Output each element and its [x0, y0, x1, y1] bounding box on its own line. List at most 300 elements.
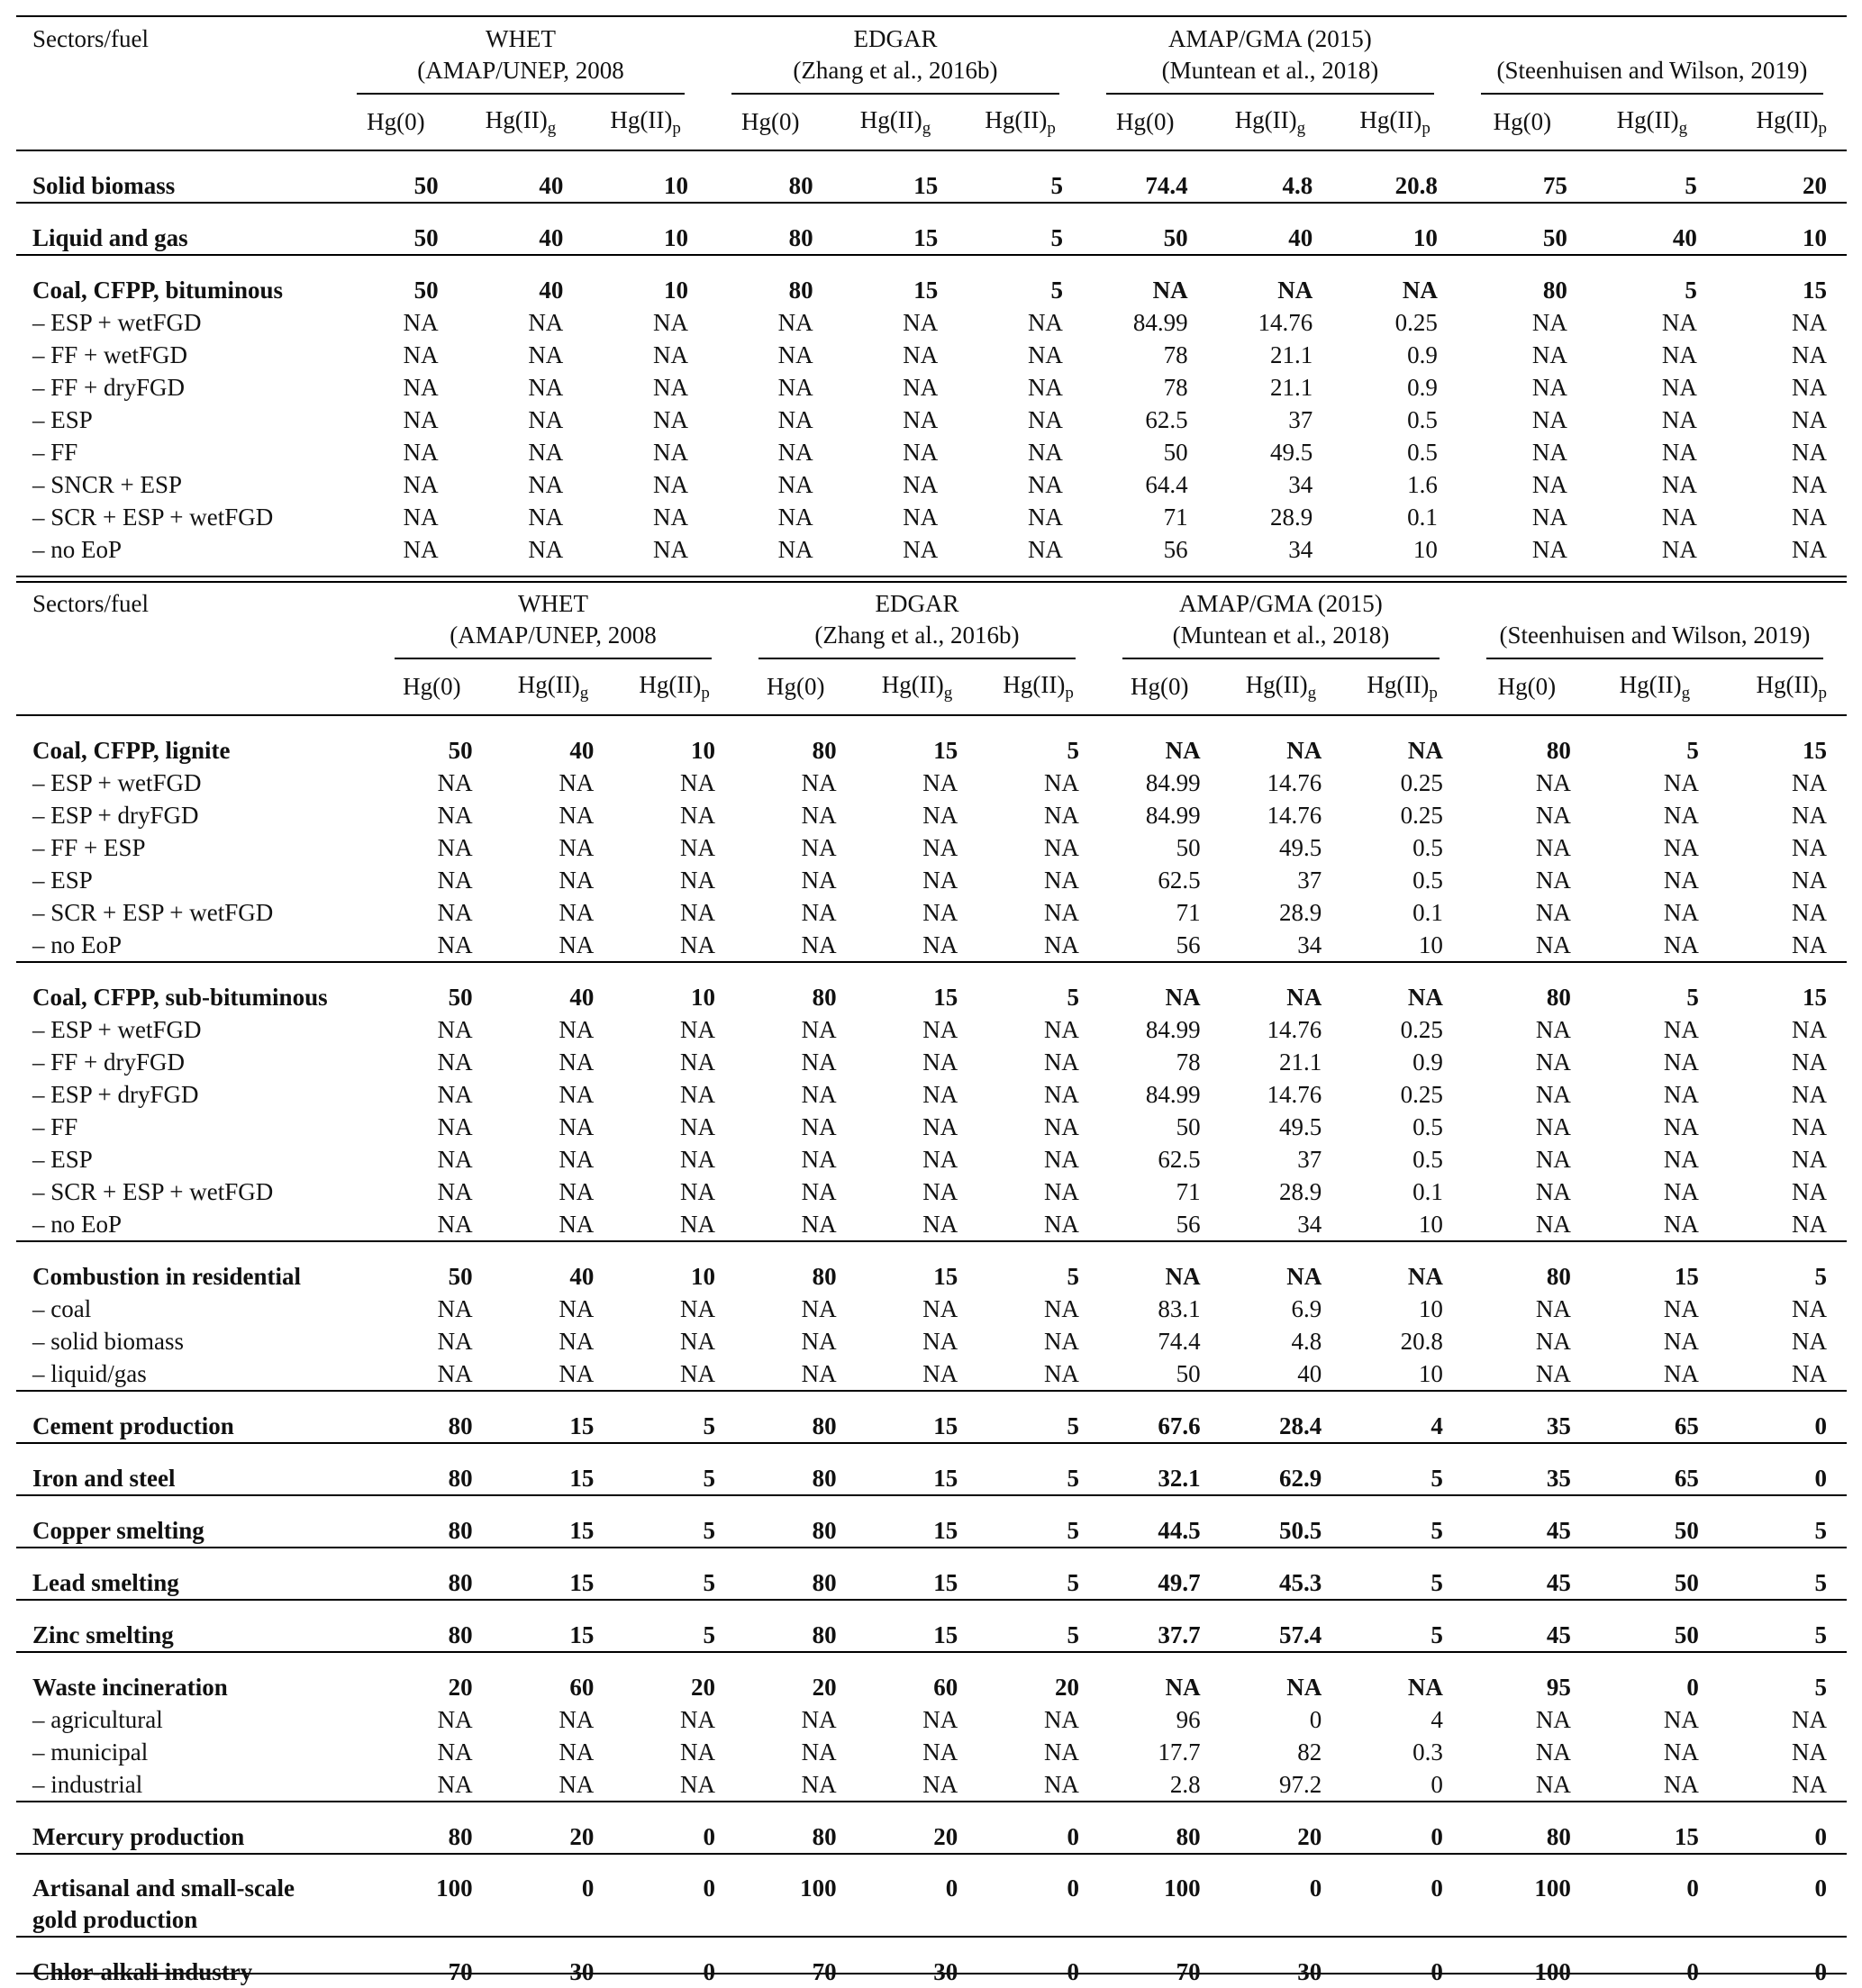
group-name: AMAP/GMA (2015) [1179, 590, 1383, 617]
value-cell: NA [1531, 406, 1567, 433]
row-label-text: – solid biomass [32, 1328, 185, 1355]
value-cell: NA [437, 1771, 473, 1798]
value-cell: 5 [1341, 1600, 1463, 1652]
value-cell: NA [437, 1328, 473, 1355]
value-cell: 0 [977, 1937, 1099, 1988]
species-header [333, 95, 459, 150]
value-cell: NA [903, 471, 939, 498]
value-cell: NA [777, 406, 813, 433]
table-row [16, 715, 1847, 767]
value-cell: 10 [583, 255, 708, 306]
value-cell: 80 [371, 1443, 493, 1495]
value-cell: NA [777, 341, 813, 368]
column-group-header [708, 16, 1083, 95]
value-cell: NA [1792, 504, 1827, 531]
value-cell: NA [903, 341, 939, 368]
column-group-header [1083, 16, 1458, 95]
value-cell: 0 [1431, 1771, 1443, 1798]
value-cell: NA [528, 471, 564, 498]
value-cell: NA [528, 439, 564, 466]
table-row [16, 339, 1847, 371]
value-cell: 2.8 [1169, 1771, 1201, 1798]
value-cell: NA [1043, 769, 1079, 796]
value-cell: NA [1099, 1241, 1221, 1293]
value-cell: 40 [1208, 203, 1333, 255]
value-cell: 40 [459, 203, 584, 255]
value-cell: NA [922, 1771, 958, 1798]
row-label-text: Mercury production [32, 1823, 245, 1850]
value-cell: NA [1663, 834, 1699, 861]
value-cell: NA [801, 802, 837, 829]
value-cell: 0 [1341, 1854, 1463, 1937]
value-cell: 20 [613, 1652, 735, 1703]
value-cell: NA [437, 1738, 473, 1766]
value-cell: 50 [1176, 834, 1201, 861]
value-cell: NA [559, 1081, 595, 1108]
value-cell: 80 [708, 255, 833, 306]
column-group-header [1463, 581, 1847, 659]
value-cell: 100 [1463, 1854, 1591, 1937]
value-cell: NA [1663, 1048, 1699, 1076]
value-cell: NA [1663, 802, 1699, 829]
value-cell: 0 [1221, 1854, 1342, 1937]
species-name: Hg(0) [1493, 108, 1552, 135]
row-label [16, 306, 333, 339]
table-row [16, 468, 1847, 501]
row-label-text: – SCR + ESP + wetFGD [32, 504, 274, 531]
species-name: Hg(0) [1116, 108, 1175, 135]
value-cell: 84.99 [1145, 769, 1201, 796]
value-cell: 78 [1176, 1048, 1201, 1076]
value-cell: 5 [977, 1241, 1099, 1293]
value-cell: 37 [1288, 406, 1313, 433]
value-cell: 15 [1719, 962, 1847, 1013]
value-cell: 0 [977, 1854, 1099, 1937]
value-cell: NA [403, 374, 439, 401]
value-cell: 80 [1458, 255, 1587, 306]
value-cell: NA [679, 1360, 715, 1387]
value-cell: NA [801, 1328, 837, 1355]
value-cell: NA [1535, 867, 1571, 894]
value-cell: NA [1792, 1211, 1827, 1238]
value-cell: NA [1663, 931, 1699, 958]
value-cell: 0.1 [1407, 504, 1438, 531]
species-header [958, 95, 1083, 150]
value-cell: 5 [977, 715, 1099, 767]
value-cell: 35 [1463, 1391, 1591, 1443]
value-cell: 5 [977, 1495, 1099, 1548]
group-source: (AMAP/UNEP, 2008 [395, 620, 712, 659]
value-cell: NA [1027, 536, 1063, 563]
column-group-header [333, 16, 708, 95]
value-cell: 0.5 [1412, 1113, 1443, 1140]
value-cell: NA [777, 504, 813, 531]
value-cell: NA [679, 1295, 715, 1322]
species-name: Hg(II) [859, 105, 922, 133]
value-cell: 0.5 [1407, 406, 1438, 433]
value-cell: 49.5 [1279, 1113, 1322, 1140]
group-name: WHET [486, 25, 556, 52]
value-cell: 49.7 [1099, 1548, 1221, 1600]
value-cell: 37.7 [1099, 1600, 1221, 1652]
value-cell: 5 [1341, 1548, 1463, 1600]
value-cell: NA [679, 1328, 715, 1355]
species-name: Hg(II) [610, 105, 673, 133]
value-cell: NA [528, 536, 564, 563]
row-label-text: Combustion in residential [32, 1263, 302, 1290]
value-cell: NA [1792, 536, 1827, 563]
value-cell: NA [1792, 1146, 1827, 1173]
value-cell: NA [437, 1211, 473, 1238]
emission-speciation-table-part2 [16, 581, 1847, 1988]
value-cell: 5 [977, 962, 1099, 1013]
row-label-text: – coal [32, 1295, 92, 1322]
value-cell: 80 [708, 203, 833, 255]
value-cell: NA [1792, 931, 1827, 958]
value-cell: NA [1792, 341, 1827, 368]
value-cell: 5 [977, 1443, 1099, 1495]
value-cell: NA [652, 439, 688, 466]
species-subscript: g [922, 118, 931, 138]
value-cell: 80 [735, 962, 857, 1013]
table-row [16, 501, 1847, 533]
row-label [16, 1241, 371, 1293]
row-label [16, 1937, 371, 1988]
value-cell: 10 [613, 715, 735, 767]
value-cell: NA [679, 1738, 715, 1766]
row-label-text: – ESP + dryFGD [32, 802, 199, 829]
row-label [16, 1600, 371, 1652]
blank-cell [16, 95, 333, 150]
value-cell: NA [922, 1081, 958, 1108]
value-cell: 45 [1463, 1548, 1591, 1600]
row-label-text: – ESP [32, 867, 93, 894]
value-cell: NA [1663, 899, 1699, 926]
value-cell: 5 [1719, 1495, 1847, 1548]
value-cell: NA [437, 1016, 473, 1043]
species-name: Hg(II) [1245, 670, 1308, 698]
row-label-text: Zinc smelting [32, 1621, 174, 1648]
value-cell: 84.99 [1145, 802, 1201, 829]
value-cell: 34 [1288, 471, 1313, 498]
species-subscript: p [1818, 118, 1827, 138]
value-cell: NA [801, 1146, 837, 1173]
value-cell: 40 [493, 1241, 614, 1293]
value-cell: NA [1663, 1706, 1699, 1733]
value-cell: 10 [613, 962, 735, 1013]
value-cell: 45.3 [1221, 1548, 1342, 1600]
value-cell: 84.99 [1132, 309, 1188, 336]
value-cell: 70 [1099, 1937, 1221, 1988]
value-cell: 21.1 [1270, 374, 1313, 401]
row-label-text: Coal, CFPP, bituminous [32, 277, 284, 304]
value-cell: NA [1661, 374, 1697, 401]
table-row [16, 1208, 1847, 1241]
value-cell: 62.5 [1145, 406, 1188, 433]
species-header [708, 95, 833, 150]
value-cell: NA [679, 1113, 715, 1140]
row-label [16, 1013, 371, 1046]
species-header [459, 95, 584, 150]
value-cell: 84.99 [1145, 1016, 1201, 1043]
value-cell: 80 [371, 1802, 493, 1854]
value-cell: NA [1043, 1113, 1079, 1140]
value-cell: 80 [735, 1548, 857, 1600]
value-cell: NA [922, 1360, 958, 1387]
double-rule-upper [16, 576, 1847, 577]
species-header [583, 95, 708, 150]
table-row [16, 831, 1847, 864]
row-label [16, 1652, 371, 1703]
row-label-text: – ESP + wetFGD [32, 769, 202, 796]
value-cell: 0.5 [1412, 1146, 1443, 1173]
value-cell: 50 [1176, 1113, 1201, 1140]
value-cell: 100 [371, 1854, 493, 1937]
value-cell: NA [1535, 769, 1571, 796]
species-subscript: g [1296, 118, 1306, 138]
value-cell: NA [403, 471, 439, 498]
value-cell: NA [903, 309, 939, 336]
value-cell: NA [1663, 867, 1699, 894]
value-cell: NA [903, 504, 939, 531]
row-label-text: – no EoP [32, 536, 123, 563]
column-group-header [371, 581, 735, 659]
value-cell: 28.4 [1221, 1391, 1342, 1443]
table-row [16, 1443, 1847, 1495]
row-label-text-continued: gold production [32, 1906, 198, 1933]
value-cell: NA [922, 1211, 958, 1238]
row-label-text: – ESP [32, 1146, 93, 1173]
value-cell: 5 [613, 1443, 735, 1495]
value-cell: NA [801, 1016, 837, 1043]
row-label-text: Waste incineration [32, 1674, 228, 1701]
value-cell: 45 [1463, 1495, 1591, 1548]
species-name: Hg(0) [403, 673, 461, 700]
value-cell: 50 [1083, 203, 1208, 255]
value-cell: NA [559, 1738, 595, 1766]
value-cell: 10 [1412, 536, 1438, 563]
value-cell: NA [922, 1706, 958, 1733]
value-cell: NA [801, 867, 837, 894]
value-cell: 15 [1591, 1241, 1719, 1293]
value-cell: 56 [1176, 1211, 1201, 1238]
value-cell: NA [903, 536, 939, 563]
value-cell: 35 [1463, 1443, 1591, 1495]
value-cell: NA [1535, 1048, 1571, 1076]
value-cell: NA [1535, 834, 1571, 861]
value-cell: NA [437, 769, 473, 796]
row-label-text: – industrial [32, 1771, 143, 1798]
blank-cell [16, 659, 371, 715]
value-cell: NA [1792, 1738, 1827, 1766]
value-cell: NA [903, 374, 939, 401]
value-cell: NA [1099, 715, 1221, 767]
value-cell: NA [1043, 1048, 1079, 1076]
row-label [16, 1854, 371, 1937]
value-cell: 15 [857, 1548, 978, 1600]
value-cell: 65 [1591, 1443, 1719, 1495]
value-cell: 84.99 [1145, 1081, 1201, 1108]
value-cell: NA [1221, 715, 1342, 767]
value-cell: 50 [333, 255, 459, 306]
value-cell: NA [801, 1295, 837, 1322]
value-cell: 0.9 [1407, 374, 1438, 401]
species-header [1717, 95, 1847, 150]
species-subscript: p [1421, 118, 1431, 138]
value-cell: 15 [1591, 1802, 1719, 1854]
species-name: Hg(0) [1497, 673, 1557, 700]
value-cell: NA [1661, 309, 1697, 336]
value-cell: 15 [857, 962, 978, 1013]
value-cell: NA [437, 834, 473, 861]
species-header [1083, 95, 1208, 150]
row-label-text: Lead smelting [32, 1569, 179, 1596]
table-row [16, 1736, 1847, 1768]
value-cell: 75 [1458, 150, 1587, 203]
table-row [16, 533, 1847, 566]
value-cell: NA [1663, 1146, 1699, 1173]
value-cell: 80 [735, 1391, 857, 1443]
value-cell: NA [1208, 255, 1333, 306]
species-header [1587, 95, 1717, 150]
value-cell: 96 [1176, 1706, 1201, 1733]
table-row [16, 404, 1847, 436]
value-cell: 15 [857, 715, 978, 767]
value-cell: 10 [613, 1241, 735, 1293]
value-cell: 65 [1591, 1391, 1719, 1443]
value-cell: 5 [958, 203, 1083, 255]
value-cell: 0.5 [1412, 834, 1443, 861]
value-cell: 80 [735, 1495, 857, 1548]
species-subscript: g [1307, 683, 1317, 703]
value-cell: 5 [1719, 1241, 1847, 1293]
value-cell: NA [679, 769, 715, 796]
value-cell: NA [679, 867, 715, 894]
row-label-text: – FF + ESP [32, 834, 146, 861]
value-cell: NA [403, 536, 439, 563]
sectors-fuel-header: Sectors/fuel [32, 590, 149, 617]
table-row [16, 799, 1847, 831]
table-row [16, 1802, 1847, 1854]
row-label [16, 1768, 371, 1802]
group-name [1458, 23, 1847, 55]
row-label [16, 1208, 371, 1241]
value-cell: NA [1663, 1295, 1699, 1322]
value-cell: 30 [857, 1937, 978, 1988]
value-cell: 1.6 [1407, 471, 1438, 498]
value-cell: 14.76 [1267, 769, 1322, 796]
value-cell: NA [1792, 802, 1827, 829]
value-cell: 62.5 [1158, 1146, 1201, 1173]
row-label-text: – FF + dryFGD [32, 1048, 186, 1076]
table-row [16, 1078, 1847, 1111]
value-cell: NA [1535, 1016, 1571, 1043]
species-name: Hg(0) [741, 108, 800, 135]
value-cell: 80 [371, 1391, 493, 1443]
species-subscript: g [579, 683, 589, 703]
value-cell: 49.5 [1270, 439, 1313, 466]
value-cell: 0 [1591, 1937, 1719, 1988]
species-name: Hg(II) [1756, 670, 1819, 698]
value-cell: NA [1792, 309, 1827, 336]
table-row [16, 1600, 1847, 1652]
value-cell: 50.5 [1221, 1495, 1342, 1548]
value-cell: 5 [977, 1600, 1099, 1652]
row-label [16, 896, 371, 929]
value-cell: NA [1792, 406, 1827, 433]
value-cell: 5 [1587, 150, 1717, 203]
value-cell: NA [559, 1211, 595, 1238]
value-cell: 28.9 [1270, 504, 1313, 531]
value-cell: NA [437, 1360, 473, 1387]
value-cell: 20.8 [1332, 150, 1458, 203]
species-name: Hg(II) [517, 670, 580, 698]
value-cell: NA [1535, 1146, 1571, 1173]
row-label [16, 339, 333, 371]
value-cell: 5 [613, 1495, 735, 1548]
value-cell: 0 [1591, 1652, 1719, 1703]
group-name: WHET [518, 590, 588, 617]
table-row [16, 1325, 1847, 1357]
value-cell: NA [679, 802, 715, 829]
value-cell: 0.25 [1400, 769, 1443, 796]
row-label [16, 436, 333, 468]
row-label [16, 1495, 371, 1548]
value-cell: NA [801, 1211, 837, 1238]
value-cell: 0 [1719, 1443, 1847, 1495]
value-cell: 0.25 [1400, 1081, 1443, 1108]
value-cell: NA [1535, 1178, 1571, 1205]
row-label-text: – ESP [32, 406, 93, 433]
value-cell: 62.5 [1158, 867, 1201, 894]
value-cell: NA [1043, 1328, 1079, 1355]
species-subscript: p [1818, 683, 1827, 703]
value-cell: NA [1027, 309, 1063, 336]
species-header [857, 659, 978, 715]
value-cell: 0.25 [1400, 802, 1443, 829]
value-cell: NA [437, 899, 473, 926]
row-label-text: – SNCR + ESP [32, 471, 183, 498]
value-cell: NA [1792, 1081, 1827, 1108]
value-cell: NA [652, 406, 688, 433]
species-name: Hg(II) [881, 670, 944, 698]
row-label-text: – FF [32, 1113, 78, 1140]
value-cell: 50 [1591, 1495, 1719, 1548]
value-cell: NA [559, 1146, 595, 1173]
group-source: (Zhang et al., 2016b) [731, 55, 1059, 95]
value-cell: NA [1661, 439, 1697, 466]
value-cell: NA [922, 1295, 958, 1322]
value-cell: NA [559, 1016, 595, 1043]
value-cell: 10 [1332, 203, 1458, 255]
value-cell: 80 [1463, 1802, 1591, 1854]
value-cell: NA [1043, 1771, 1079, 1798]
value-cell: NA [777, 471, 813, 498]
column-group-header [735, 581, 1099, 659]
value-cell: NA [528, 309, 564, 336]
value-cell: 0.5 [1412, 867, 1443, 894]
sectors-fuel-header: Sectors/fuel [32, 25, 149, 52]
header-species-row [16, 95, 1847, 150]
value-cell: NA [801, 1360, 837, 1387]
value-cell: NA [559, 1706, 595, 1733]
species-subscript: p [1429, 683, 1438, 703]
row-label [16, 1802, 371, 1854]
value-cell: NA [1661, 536, 1697, 563]
species-header [735, 659, 857, 715]
value-cell: NA [559, 1113, 595, 1140]
value-cell: 0 [1719, 1391, 1847, 1443]
